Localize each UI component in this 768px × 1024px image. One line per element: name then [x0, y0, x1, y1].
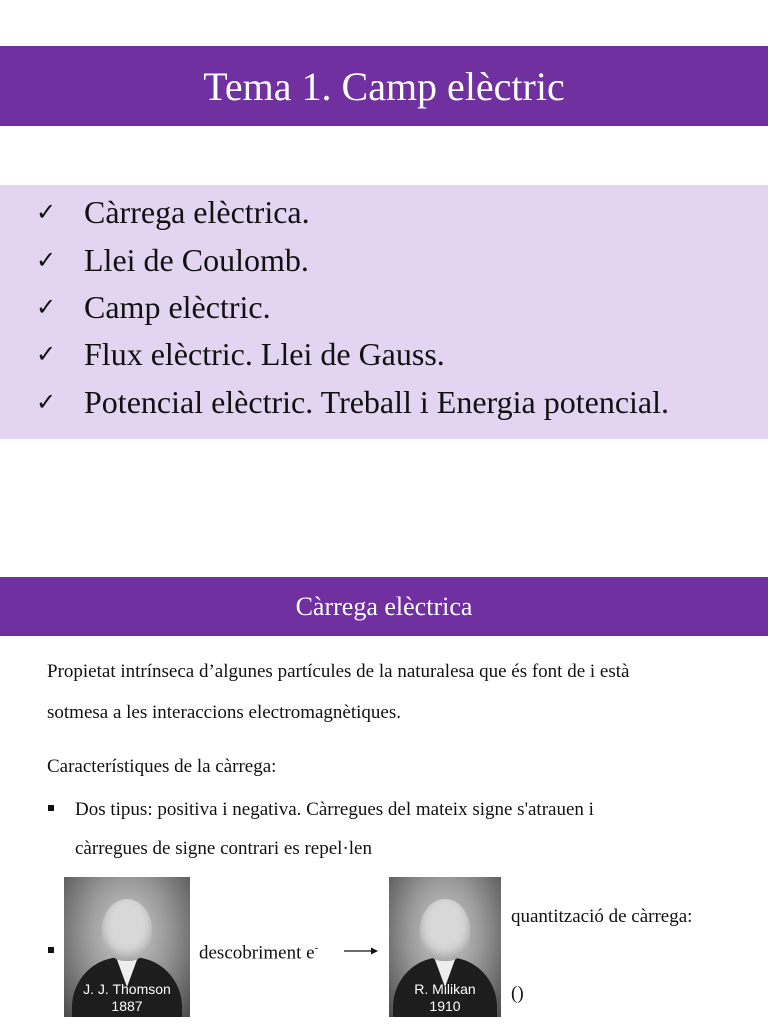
topic-label: Flux elèctric. Llei de Gauss.	[84, 335, 445, 372]
portrait-face	[102, 899, 152, 961]
topic-item-3	[36, 284, 271, 330]
millikan-photo	[389, 877, 501, 1017]
thomson-name: J. J. Thomson	[83, 981, 171, 997]
topic-label: Camp elèctric.	[84, 288, 271, 325]
definition-line-2: sotmesa a les interaccions electromagnètiques.	[47, 702, 402, 723]
bullet-1-line-1: Dos tipus: positiva i negativa. Càrregues del mateix signe s'atrauen i	[75, 799, 594, 820]
bullet-square-icon	[48, 805, 54, 811]
millikan-year: 1910	[429, 998, 461, 1014]
topic-item-5	[36, 379, 669, 425]
discovery-text: descobriment e	[199, 942, 315, 964]
checkmark-icon: ✓	[36, 246, 57, 274]
bullet-square-icon	[48, 947, 54, 953]
topic-item-2	[36, 237, 309, 283]
electron-superscript: -	[314, 942, 319, 954]
quantization-label: quantització de càrrega:	[511, 906, 693, 927]
parentheses-text: ()	[511, 983, 524, 1004]
arrow-right-icon	[343, 944, 379, 958]
portrait-face	[420, 899, 470, 961]
bullet-1-line-2: càrregues de signe contrari es repel·len	[75, 838, 372, 859]
definition-line-1: Propietat intrínseca d’algunes partícules de la naturalesa que és font de i està	[47, 661, 630, 682]
checkmark-icon: ✓	[36, 340, 57, 368]
checkmark-icon: ✓	[36, 388, 57, 416]
page-title: Tema 1. Camp elèctric	[203, 63, 565, 109]
topic-item-4	[36, 331, 445, 377]
thomson-year: 1887	[111, 998, 143, 1014]
thomson-photo	[64, 877, 190, 1017]
title-banner	[0, 46, 768, 126]
section-title: Càrrega elèctrica	[295, 591, 473, 621]
checkmark-icon: ✓	[36, 198, 57, 226]
checkmark-icon: ✓	[36, 293, 57, 321]
topic-item-1	[36, 189, 310, 235]
topic-label: Llei de Coulomb.	[84, 241, 309, 278]
discovery-label	[199, 942, 318, 964]
topic-label: Càrrega elèctrica.	[84, 193, 310, 230]
characteristics-label: Característiques de la càrrega:	[47, 756, 277, 777]
millikan-name: R. Milikan	[414, 981, 476, 997]
section-banner	[0, 577, 768, 636]
topic-label: Potencial elèctric. Treball i Energia potencial.	[84, 383, 669, 420]
